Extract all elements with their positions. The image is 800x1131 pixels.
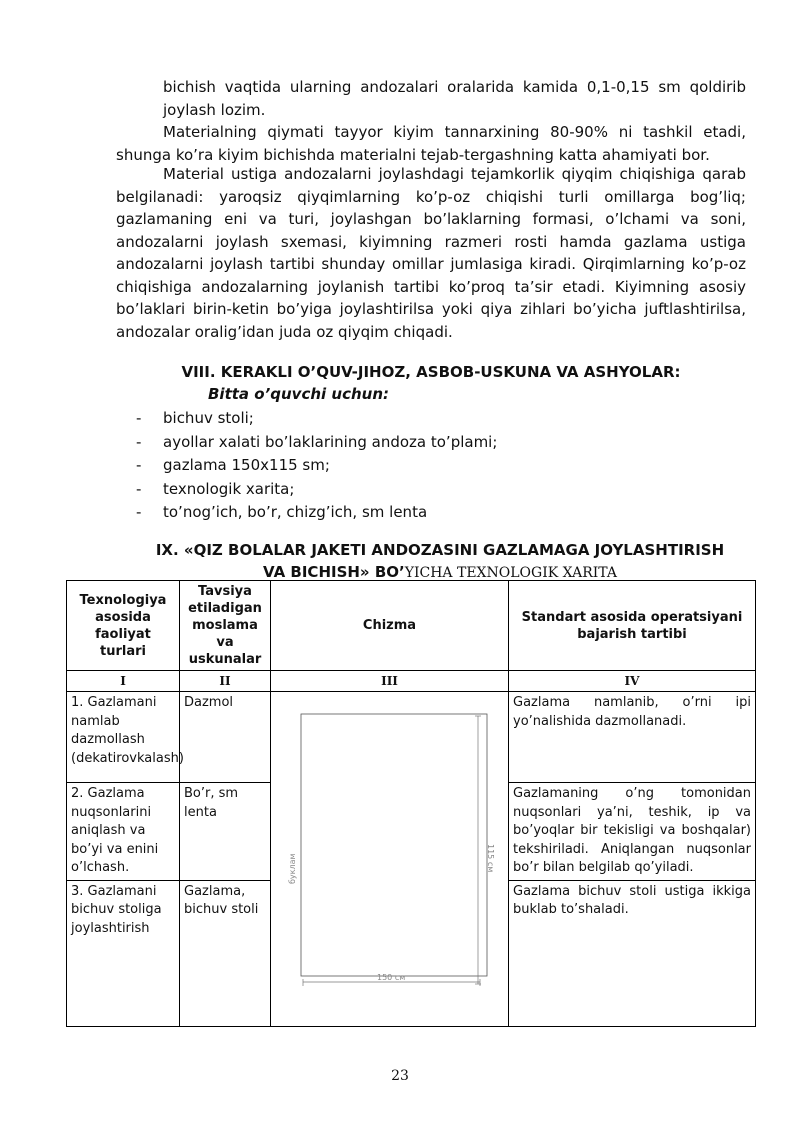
section-8-heading: VIII. KERAKLI O’QUV-JIHOZ, ASBOB-USKUNA VA ASHYOLAR: (181, 363, 681, 381)
drawing-cell (271, 692, 509, 1027)
list-item (136, 478, 497, 502)
section-9-heading-bold: IX. «QIZ BOLALAR JAKETI ANDOZASINI GAZLAMAGA JOYLASHTIRISH VA BICHISH» BO’ (155, 541, 725, 581)
activity-cell: 2. Gazlama nuqsonlarini aniqlash va bo’yi va enini o’lchash. (67, 783, 180, 881)
roman-numeral: III (271, 671, 509, 692)
list-item-text: to’nog’ich, bo’r, chizg’ich, sm lenta (163, 503, 428, 521)
equipment-list (136, 407, 497, 525)
section-9-heading (150, 539, 730, 584)
header-drawing: Chizma (271, 581, 509, 671)
paragraph-continuation: bichish vaqtida ularning andozalari oralarida kamida 0,1-0,15 sm qoldirib joylash lozim. (163, 78, 746, 119)
activity-cell: 1. Gazlamani namlab dazmollash (dekatirovkalash) (67, 692, 180, 783)
section-8-subheading: Bitta o’quvchi uchun: (208, 385, 389, 403)
list-item (136, 501, 497, 525)
list-dash: - (136, 432, 142, 451)
paragraph-material-cost: Materialning qiymati tayyor kiyim tannarxining 80-90% ni tashkil etadi, shunga ko’ra kiyim bichishda materialni tejab-tergashning katta ahamiyati bor. (116, 123, 746, 164)
list-dash: - (136, 503, 142, 521)
page-number: 23 (391, 1068, 409, 1084)
fold-label: буклам (288, 853, 297, 884)
list-dash: - (136, 456, 142, 474)
roman-numeral: II (180, 671, 271, 692)
tool-cell: Dazmol (180, 692, 271, 783)
list-item-text: gazlama 150x115 sm; (163, 456, 330, 474)
list-item (136, 454, 497, 478)
list-dash: - (136, 409, 142, 427)
activity-cell: 3. Gazlamani bichuv stoliga joylashtirish (67, 880, 180, 1026)
list-dash: - (136, 479, 142, 498)
list-item (136, 407, 497, 431)
tool-cell: Gazlama, bichuv stoli (180, 880, 271, 1026)
header-activity: Texnologiya asosida faoliyat turlari (67, 581, 180, 671)
roman-numeral: I (67, 671, 180, 692)
height-label: 115 см (486, 844, 495, 873)
roman-numeral: IV (509, 671, 756, 692)
list-item (136, 431, 497, 455)
table-header-row (67, 581, 756, 671)
list-item-text: texnologik xarita; (163, 479, 295, 498)
fabric-layout-drawing (275, 694, 513, 1022)
fabric-outline (301, 714, 487, 976)
tool-cell: Bo’r, sm lenta (180, 783, 271, 881)
technology-map-table (66, 580, 756, 1027)
paragraph-layout-economy: Material ustiga andozalarni joylashdagi tejamkorlik qiyqim chiqishiga qarab belgilanadi: yaroqsiz qiyqimlarning ko’p-oz chiqishi turli omillarga bog’liq; gazlamaning eni va turi, joylashgan bo’laklarning formasi, o’lchami va soni, andozalarni joylash sxemasi, kiyimning razmeri rosti hamda gazlama ustiga andozalarni joylash tartibi shunday omillar jumlasiga kiradi. Qirqimlarning ko’p-oz chiqishiga andozalarning joylanish tartibi ko’proq ta’sir etadi. Kiyimning asosiy bo’laklari birin-ketin bo’yiga joylashtirilsa yoki qiya zihlari bo’yicha juftlashtirilsa, andozalar oralig’idan juda oz qiyqim chiqadi. (116, 165, 746, 341)
table-row (67, 692, 756, 783)
order-cell: Gazlama namlanib, o’rni ipi yo’nalishida dazmollanadi. (509, 692, 756, 783)
list-item-text: ayollar xalati bo’laklarining andoza to’plami; (163, 432, 498, 451)
header-tools: Tavsiya etiladigan moslama va uskunalar (180, 581, 271, 671)
order-cell: Gazlama bichuv stoli ustiga ikkiga buklab to’shaladi. (509, 880, 756, 1026)
table-roman-row (67, 671, 756, 692)
header-standard-order: Standart asosida operatsiyani bajarish tartibi (509, 581, 756, 671)
width-label: 150 см (377, 973, 406, 982)
section-9-heading-serif: YICHA TEXNOLOGIK XARITA (404, 565, 617, 581)
order-cell: Gazlamaning o’ng tomonidan nuqsonlari ya’ni, teshik, ip va bo’yoqlar bir tekisligi va boshqalar) tekshiriladi. Aniqlangan nuqsonlar bo’r bilan belgilab qo’yiladi. (509, 783, 756, 881)
list-item-text: bichuv stoli; (163, 409, 254, 427)
